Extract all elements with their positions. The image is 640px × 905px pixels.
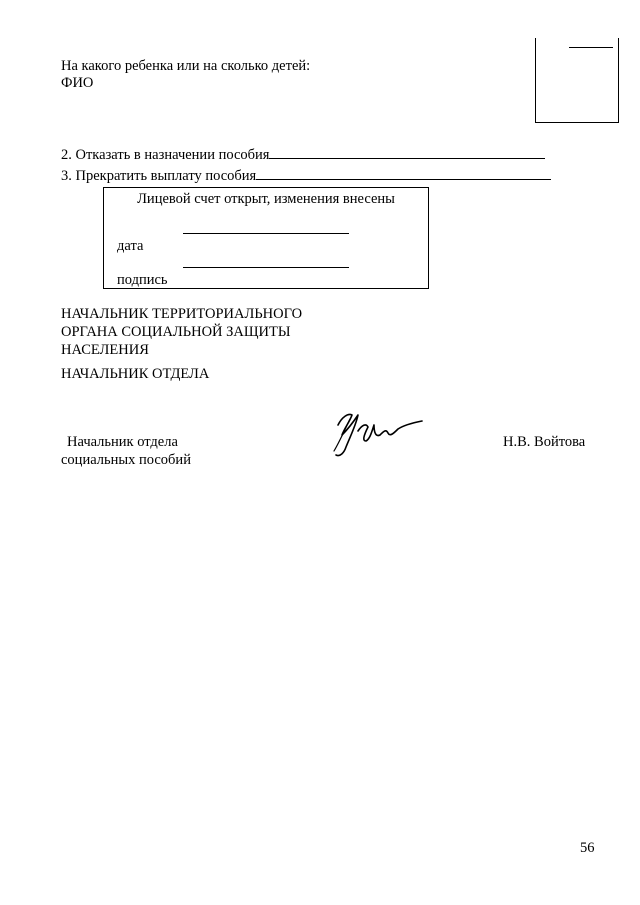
- fio-label: ФИО: [61, 75, 94, 91]
- date-label: дата: [117, 238, 144, 254]
- signature-label: подпись: [117, 272, 168, 288]
- child-question: На какого ребенка или на сколько детей:: [61, 58, 311, 74]
- refuse-allowance-label: 2. Отказать в назначении пособия: [61, 147, 270, 163]
- photo-box: [535, 38, 619, 123]
- stamp-title: Лицевой счет открыт, изменения внесены: [137, 191, 395, 207]
- handwritten-signature: [328, 411, 428, 459]
- territorial-head-line2: ОРГАНА СОЦИАЛЬНОЙ ЗАЩИТЫ: [61, 324, 291, 340]
- territorial-head-line3: НАСЕЛЕНИЯ: [61, 342, 149, 358]
- refuse-allowance-line: [61, 144, 545, 164]
- page-number: 56: [580, 840, 595, 856]
- position-line1: Начальник отдела: [67, 434, 178, 450]
- photo-box-line: [569, 47, 613, 48]
- department-head: НАЧАЛЬНИК ОТДЕЛА: [61, 366, 210, 382]
- signatory-name: Н.В. Войтова: [503, 434, 586, 450]
- signature-line: [183, 267, 349, 268]
- date-line: [183, 233, 349, 234]
- account-stamp-box: [103, 187, 429, 289]
- territorial-head-line1: НАЧАЛЬНИК ТЕРРИТОРИАЛЬНОГО: [61, 306, 303, 322]
- position-line2: социальных пособий: [61, 452, 191, 468]
- stop-payment-label: 3. Прекратить выплату пособия: [61, 168, 257, 184]
- refuse-allowance-field: [269, 144, 545, 159]
- stop-payment-line: [61, 165, 551, 185]
- stop-payment-field: [256, 165, 551, 180]
